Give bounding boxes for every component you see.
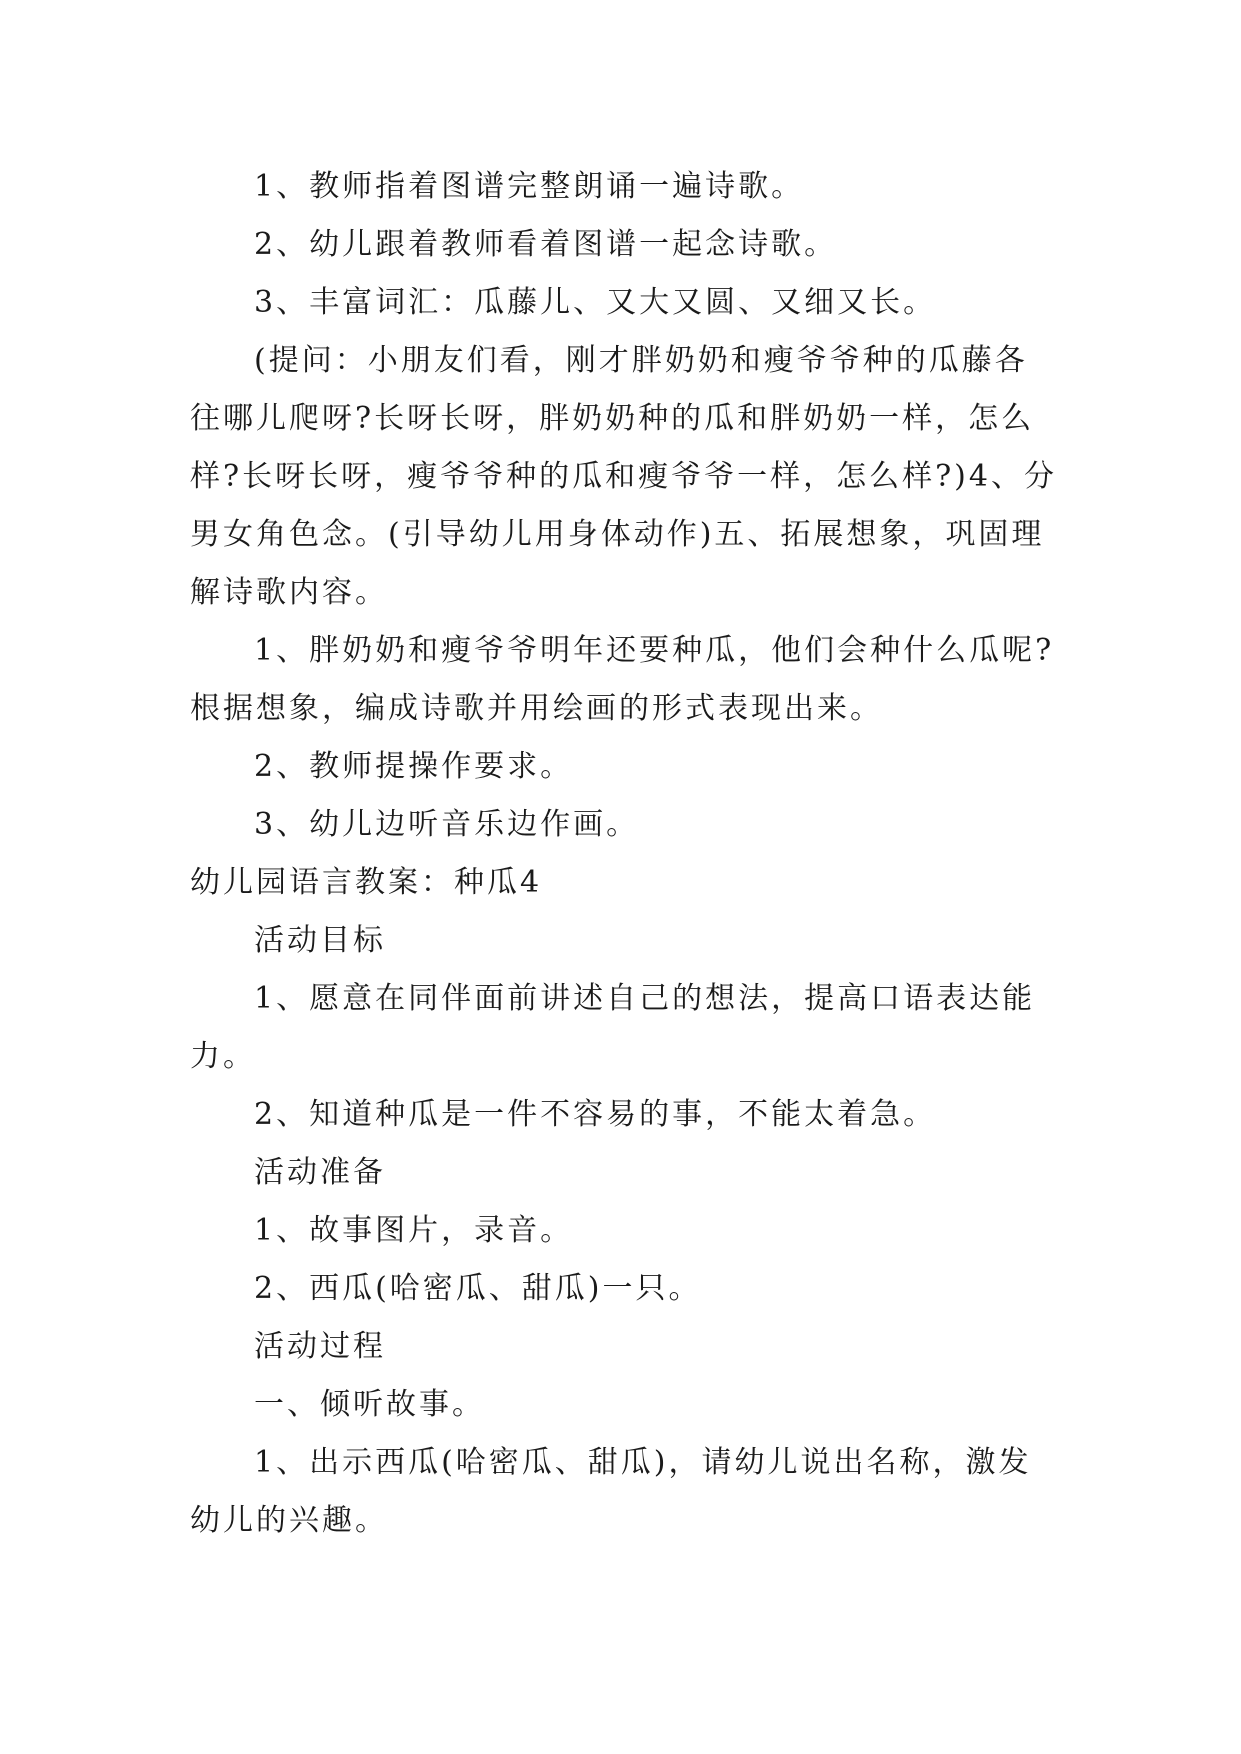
text-line: 一、倾听故事。 (254, 1387, 485, 1422)
text-line: (提问：小朋友们看，刚才胖奶奶和瘦爷爷种的瓜藤各 (254, 343, 1028, 378)
document-page (190, 158, 1057, 1550)
text-line: 解诗歌内容。 (190, 575, 388, 610)
text-line: 往哪儿爬呀?长呀长呀，胖奶奶种的瓜和胖奶奶一样，怎么 (190, 401, 1035, 436)
text-line: 男女角色念。(引导幼儿用身体动作)五、拓展想象，巩固理 (190, 517, 1045, 552)
section-title: 幼儿园语言教案：种瓜4 (190, 865, 543, 900)
text-line: 2、知道种瓜是一件不容易的事，不能太着急。 (254, 1097, 937, 1132)
text-line: 1、教师指着图谱完整朗诵一遍诗歌。 (254, 169, 805, 204)
text-line: 3、丰富词汇：瓜藤儿、又大又圆、又细又长。 (254, 285, 937, 320)
text-line: 1、胖奶奶和瘦爷爷明年还要种瓜，他们会种什么瓜呢? (254, 633, 1055, 668)
text-line: 力。 (190, 1039, 256, 1074)
text-line: 样?长呀长呀，瘦爷爷种的瓜和瘦爷爷一样，怎么样?)4、分 (190, 459, 1057, 494)
text-line: 2、教师提操作要求。 (254, 749, 574, 784)
section-heading: 活动过程 (254, 1329, 386, 1364)
text-line: 1、故事图片，录音。 (254, 1213, 574, 1248)
text-line: 2、西瓜(哈密瓜、甜瓜)一只。 (254, 1271, 702, 1306)
section-heading: 活动准备 (254, 1155, 386, 1190)
text-line: 幼儿的兴趣。 (190, 1503, 388, 1538)
text-line: 根据想象，编成诗歌并用绘画的形式表现出来。 (190, 691, 883, 726)
text-line: 1、愿意在同伴面前讲述自己的想法，提高口语表达能 (254, 981, 1036, 1016)
text-line: 1、出示西瓜(哈密瓜、甜瓜)，请幼儿说出名称，激发 (254, 1445, 1032, 1480)
text-line: 3、幼儿边听音乐边作画。 (254, 807, 640, 842)
section-heading: 活动目标 (254, 923, 386, 958)
text-line: 2、幼儿跟着教师看着图谱一起念诗歌。 (254, 227, 838, 262)
